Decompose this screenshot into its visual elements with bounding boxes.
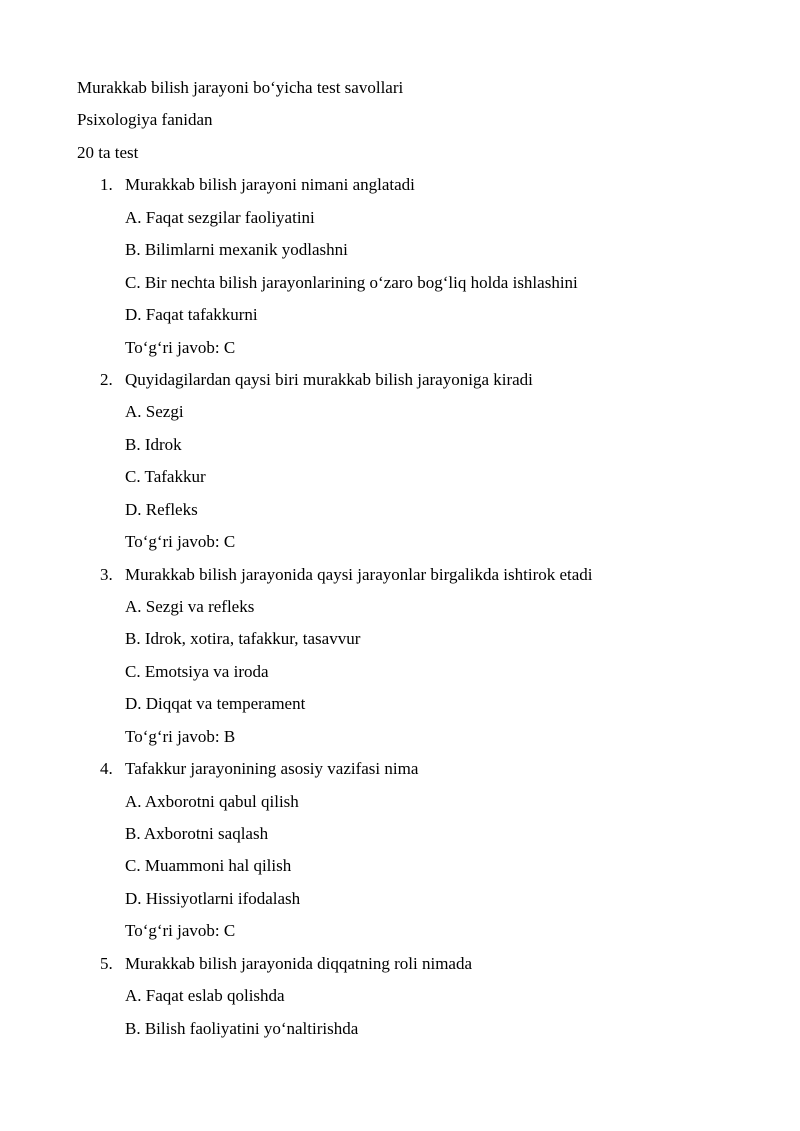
question-text: Tafakkur jarayonining asosiy vazifasi nima bbox=[125, 759, 419, 778]
answer-option: B. Axborotni saqlash bbox=[125, 824, 269, 843]
answer-option: A. Axborotni qabul qilish bbox=[125, 792, 299, 811]
document-subject: Psixologiya fanidan bbox=[77, 110, 213, 129]
question-text: Murakkab bilish jarayonida qaysi jarayonlar birgalikda ishtirok etadi bbox=[125, 565, 593, 584]
answer-option: C. Muammoni hal qilish bbox=[125, 856, 292, 875]
answer-option: C. Bir nechta bilish jarayonlarining o‘zaro bog‘liq holda ishlashini bbox=[125, 273, 578, 292]
answer-option: D. Diqqat va temperament bbox=[125, 694, 306, 713]
question-number: 5. bbox=[100, 954, 113, 973]
answer-option: A. Faqat eslab qolishda bbox=[125, 986, 285, 1005]
answer-option: D. Hissiyotlarni ifodalash bbox=[125, 889, 301, 908]
document-test-count: 20 ta test bbox=[77, 143, 139, 162]
answer-option: B. Idrok, xotira, tafakkur, tasavvur bbox=[125, 629, 361, 648]
question-text: Quyidagilardan qaysi biri murakkab bilish jarayoniga kiradi bbox=[125, 370, 533, 389]
answer-option: A. Sezgi bbox=[125, 402, 184, 421]
question-number: 3. bbox=[100, 565, 113, 584]
correct-answer: To‘g‘ri javob: C bbox=[125, 532, 236, 551]
answer-option: D. Faqat tafakkurni bbox=[125, 305, 258, 324]
answer-option: D. Refleks bbox=[125, 500, 198, 519]
answer-option: C. Tafakkur bbox=[125, 467, 206, 486]
answer-option: B. Bilimlarni mexanik yodlashni bbox=[125, 240, 348, 259]
document-title: Murakkab bilish jarayoni bo‘yicha test savollari bbox=[77, 78, 404, 97]
question-text: Murakkab bilish jarayonida diqqatning roli nimada bbox=[125, 954, 473, 973]
question-text: Murakkab bilish jarayoni nimani anglatadi bbox=[125, 175, 415, 194]
answer-option: A. Faqat sezgilar faoliyatini bbox=[125, 208, 315, 227]
question-number: 2. bbox=[100, 370, 113, 389]
answer-option: B. Idrok bbox=[125, 435, 182, 454]
correct-answer: To‘g‘ri javob: B bbox=[125, 727, 236, 746]
answer-option: B. Bilish faoliyatini yo‘naltirishda bbox=[125, 1019, 359, 1038]
question-number: 1. bbox=[100, 175, 113, 194]
answer-option: A. Sezgi va refleks bbox=[125, 597, 255, 616]
answer-option: C. Emotsiya va iroda bbox=[125, 662, 269, 681]
question-number: 4. bbox=[100, 759, 113, 778]
correct-answer: To‘g‘ri javob: C bbox=[125, 921, 236, 940]
correct-answer: To‘g‘ri javob: C bbox=[125, 338, 236, 357]
